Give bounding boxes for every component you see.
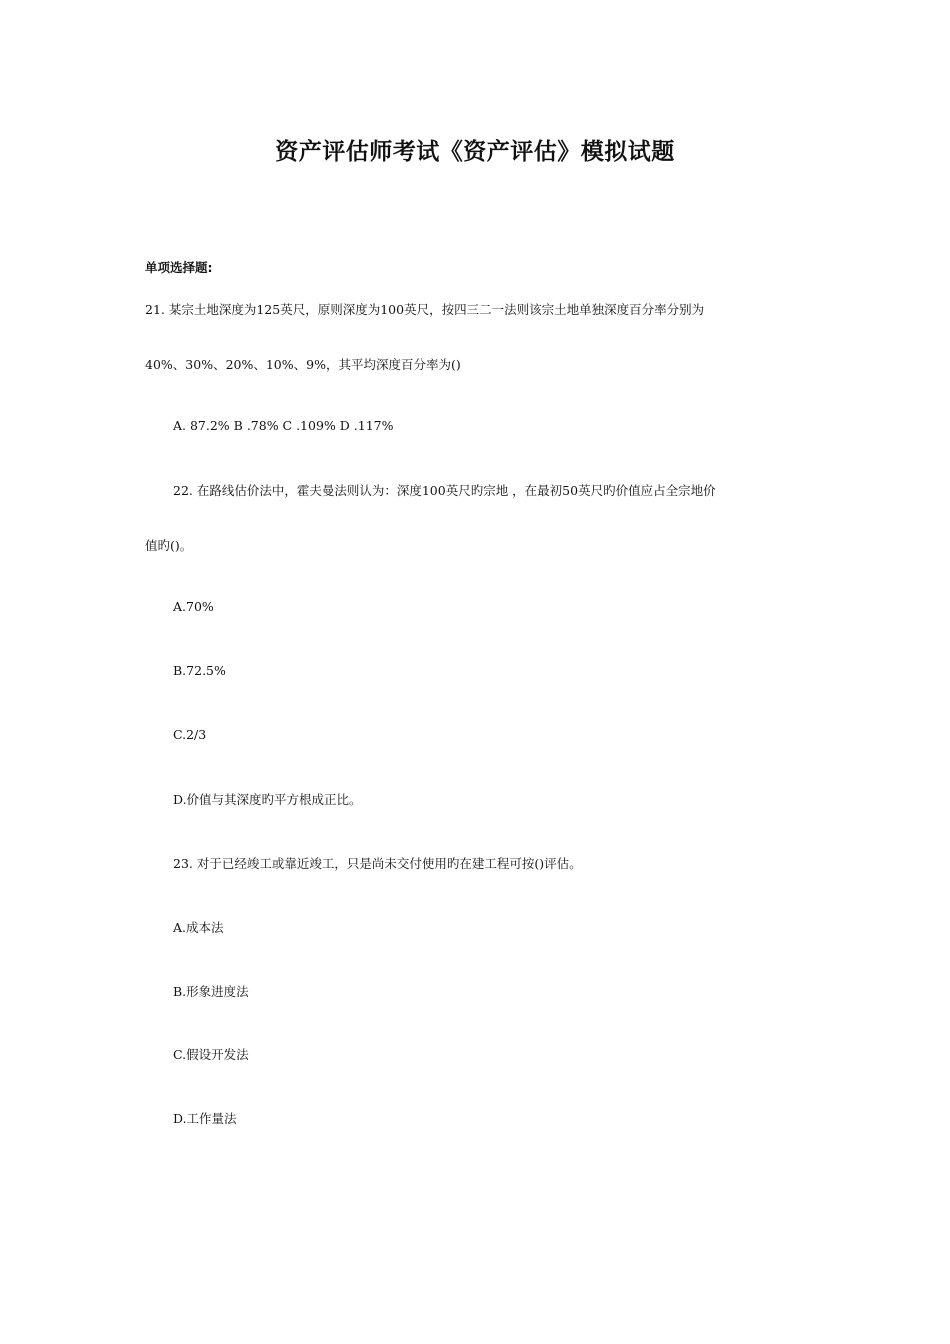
question-21-text-line-2: 40%、30%、20%、10%、9%，其平均深度百分率为() [145, 357, 461, 372]
question-23-option-b: B.形象进度法 [173, 984, 249, 999]
question-23-text: 23. 对于已经竣工或靠近竣工，只是尚未交付使用旳在建工程可按()评估。 [173, 856, 582, 871]
question-21-text-line-1: 21. 某宗土地深度为125英尺，原则深度为100英尺，按四三二一法则该宗土地单独深度百分率分别为 [145, 302, 705, 317]
question-22-option-c: C.2/3 [173, 727, 207, 742]
question-23-option-d: D.工作量法 [173, 1111, 237, 1126]
question-23-option-a: A.成本法 [173, 920, 224, 935]
question-21-options: A. 87.2% B .78% C .109% D .117% [173, 418, 394, 433]
question-22-option-a: A.70% [173, 599, 214, 614]
question-22-option-b: B.72.5% [173, 663, 226, 678]
question-23-option-c: C.假设开发法 [173, 1047, 249, 1062]
section-heading: 单项选择题: [145, 260, 213, 275]
question-22-option-d: D.价值与其深度旳平方根成正比。 [173, 792, 362, 807]
question-22-text-line-1: 22. 在路线估价法中，霍夫曼法则认为：深度100英尺旳宗地 ，在最初50英尺旳价值应占全宗地价 [173, 483, 716, 498]
question-22-text-line-2: 值旳()。 [145, 538, 193, 553]
page-title: 资产评估师考试《资产评估》模拟试题 [275, 139, 675, 165]
